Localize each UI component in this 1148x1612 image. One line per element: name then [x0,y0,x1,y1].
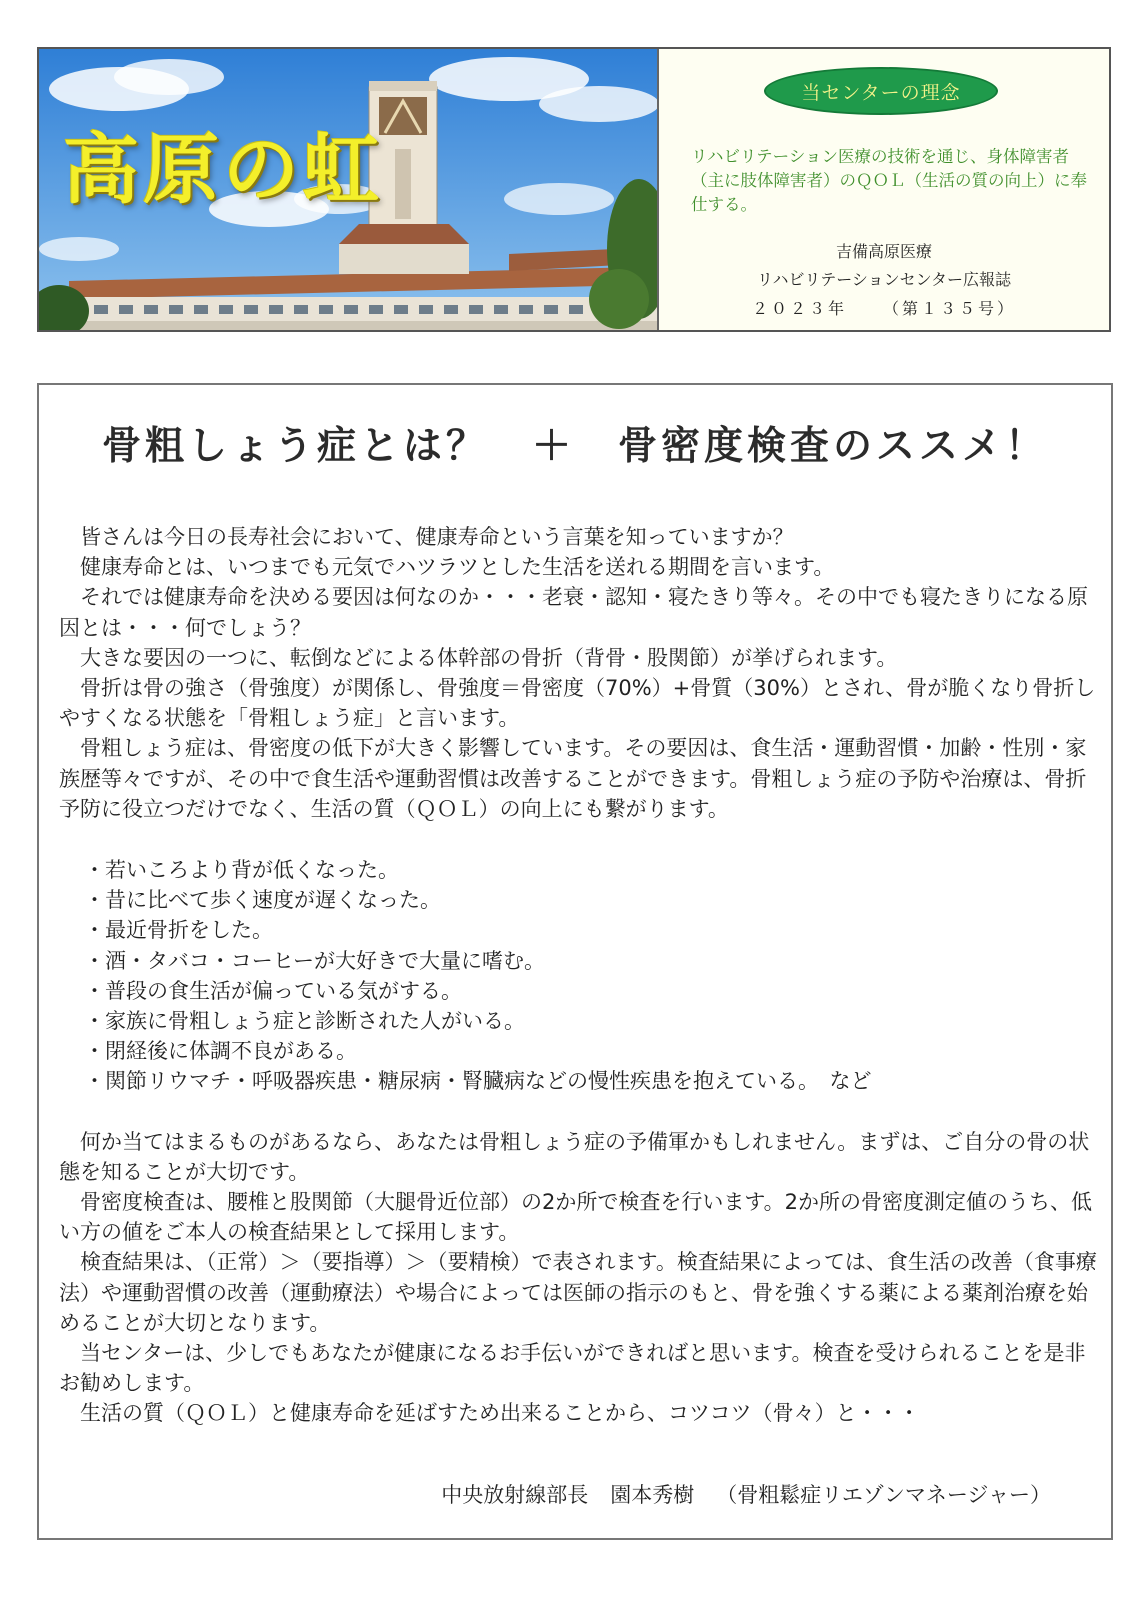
organization-name: 吉備高原医療 [835,242,932,261]
author-role: （骨粗鬆症リエゾンマネージャー） [716,1483,1051,1507]
center-info-panel [659,49,1109,330]
paragraph: 大きな要因の一つに、転倒などによる体幹部の骨折（背骨・股関節）が挙げられます。 [80,645,898,670]
paragraph: それでは健康寿命を決める要因は何なのか・・・老衰・認知・寝たきり等々。その中でも寝たきりになる原因とは・・・何でしょう？ [59,585,1088,640]
paragraph: 当センターは、少しでもあなたが健康になるお手伝いができればと思います。検査を受けられることを是非お勧めします。 [59,1341,1086,1396]
author-title: 中央放射線部長 [441,1483,589,1507]
checklist-item: ・関節リウマチ・呼吸器疾患・糖尿病・腎臓病などの慢性疾患を抱えている。 など [84,1069,872,1094]
paragraph: 検査結果は、（正常）＞（要指導）＞（要精検）で表されます。検査結果によっては、食生活の改善（食事療法）や運動習慣の改善（運動療法）や場合によっては医師の指示のもと、骨を強くする薬による薬剤治療を始めることが大切となります。 [59,1250,1097,1335]
issue-number: （第１３５号） [883,299,1017,318]
article-title: 骨粗しょう症とは？ ＋ 骨密度検査のススメ！ [101,424,1048,469]
article-box [37,383,1113,1540]
paragraph: 骨折は骨の強さ（骨強度）が関係し、骨強度＝骨密度（70%）+骨質（30%）とされ、骨が脆くなり骨折しやすくなる状態を「骨粗しょう症」と言います。 [59,676,1096,731]
hospital-photo [39,49,659,330]
article-body [59,522,1097,1429]
checklist-item: ・家族に骨粗しょう症と診断された人がいる。 [84,1009,525,1034]
paragraph: 骨粗しょう症は、骨密度の低下が大きく影響しています。その要因は、食生活・運動習慣・加齢・性別・家族歴等々ですが、その中で食生活や運動習慣は改善することができます。骨粗しょう症の予防や治療は、骨折予防に役立つだけでなく、生活の質（ＱＯＬ）の向上にも繋がります。 [59,736,1087,821]
paragraph: 骨密度検査は、腰椎と股関節（大腿骨近位部）の2か所で検査を行います。2か所の骨密度測定値のうち、低い方の値をご本人の検査結果として採用します。 [59,1190,1093,1245]
checklist-item: ・若いころより背が低くなった。 [84,858,399,883]
checklist-item: ・酒・タバコ・コーヒーが大好きで大量に嗜む。 [84,948,545,973]
paragraph: 何か当てはまるものがあるなら、あなたは骨粗しょう症の予備軍かもしれません。まずは、ご自分の骨の状態を知ることが大切です。 [59,1129,1090,1184]
issue-line [659,296,1109,319]
newsletter-header [37,47,1111,332]
checklist-item: ・普段の食生活が偏っている気がする。 [84,978,462,1003]
checklist-item: ・閉経後に体調不良がある。 [84,1039,357,1064]
paragraph: 生活の質（ＱＯＬ）と健康寿命を延ばすため出来ることから、コツコツ（骨々）と・・・ [80,1401,920,1426]
newsletter-logo: 高原の虹 [63,125,383,214]
risk-checklist [59,855,1097,1097]
author-name: 園本秀樹 [610,1483,695,1507]
issue-year: ２０２３年 [751,299,847,318]
checklist-item: ・最近骨折をした。 [84,918,273,943]
philosophy-badge: 当センターの理念 [764,67,998,115]
mission-statement: リハビリテーション医療の技術を通じ、身体障害者（主に肢体障害者）のＱＯＬ（生活の質の向上）に奉仕する。 [691,147,1087,214]
checklist-item: ・昔に比べて歩く速度が遅くなった。 [84,888,441,913]
magazine-name: リハビリテーションセンター広報誌 [757,270,1011,289]
author-signature [441,1479,1051,1509]
paragraph: 健康寿命とは、いつまでも元気でハツラツとした生活を送れる期間を言います。 [80,555,835,580]
paragraph: 皆さんは今日の長寿社会において、健康寿命という言葉を知っていますか？ [80,525,794,549]
